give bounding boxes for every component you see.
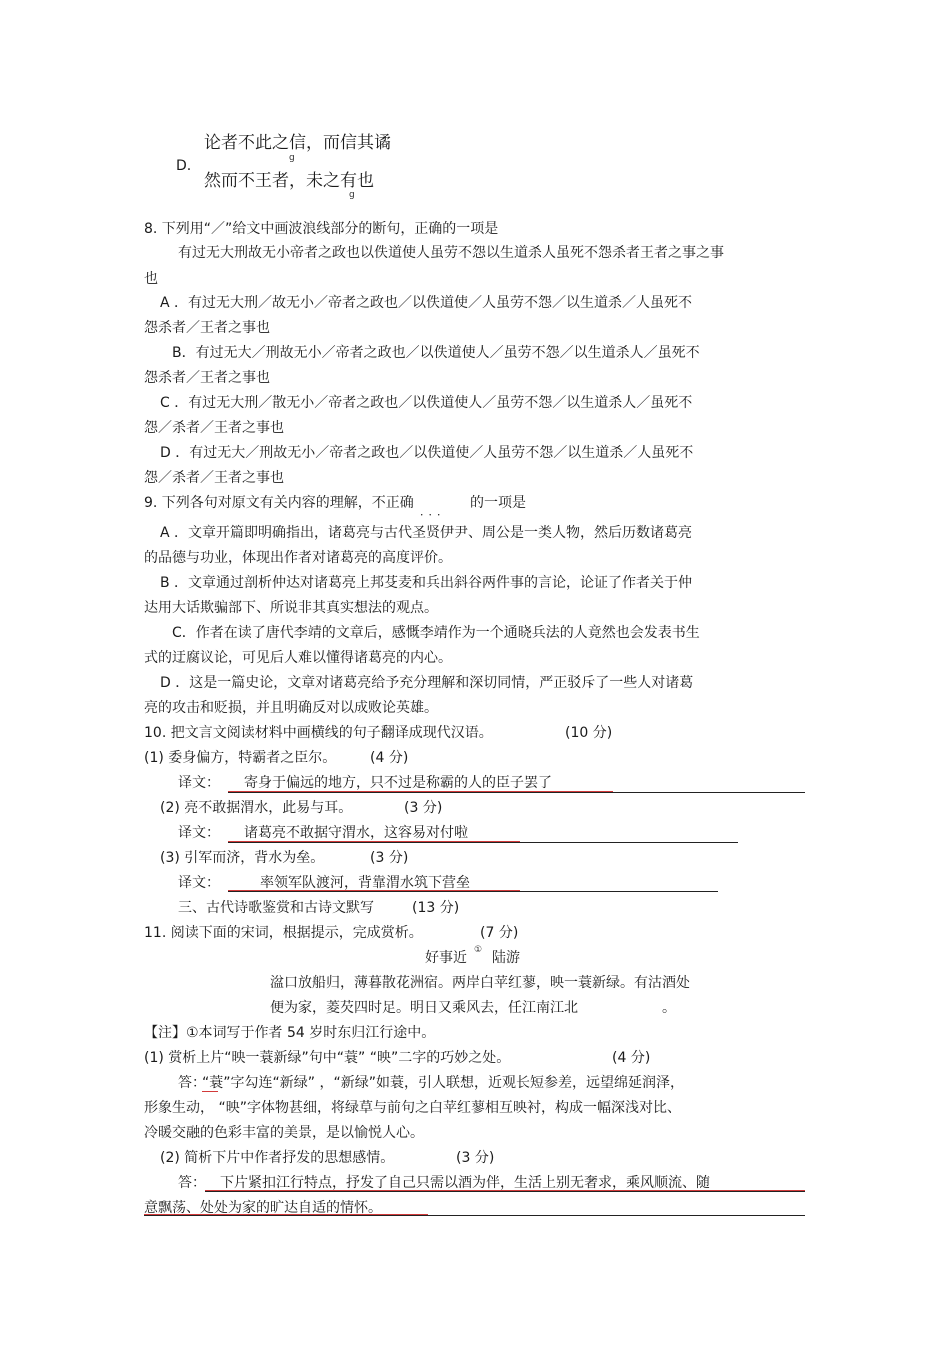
- q11-answer1-label: 答：: [178, 1075, 206, 1091]
- q8-option-c-line1: C ．有过无大刑／散无小／帝者之政也／以佚道使人／虽劳不怨／以生道杀人／虽死不: [160, 395, 693, 411]
- q8-passage-line1: 有过无大刑故无小帝者之政也以佚道使人虽劳不怨以生道杀人虽死不怨杀者王者之事之事: [178, 245, 724, 261]
- q10-sentence3: (3) 引军而济，背水为垒。: [160, 850, 325, 866]
- q10-sentence2-score: (3 分): [404, 800, 443, 816]
- q10-sentence3-score: (3 分): [370, 850, 409, 866]
- q8-option-a-line1: A ．有过无大刑／故无小／帝者之政也／以佚道使／人虽劳不怨／以生道杀／人虽死不: [160, 295, 693, 311]
- poem-note-mark: ①: [474, 945, 483, 955]
- q9-option-b-line2: 达用大话欺骗部下、所说非其真实想法的观点。: [144, 600, 438, 616]
- poem-line1: 湓口放船归，薄暮散花洲宿。两岸白苹红蓼，映一蓑新绿。有沽酒处: [270, 975, 690, 991]
- q10-translation3-answer-line: [228, 891, 718, 892]
- q11-answer2-line1: 下片紧扣江行特点，抒发了自己只需以酒为伴，生活上别无奢求，乘风顺流、随: [220, 1175, 710, 1191]
- q9-option-b-line1: B ．文章通过剖析仲达对诸葛亮上邦芟麦和兵出斜谷两件事的言论，论证了作者关于仲: [160, 575, 693, 591]
- q8-passage-line2: 也: [144, 271, 158, 287]
- section3-score: (13 分): [412, 900, 460, 916]
- q9-stem-part2: 的一项是: [470, 495, 526, 511]
- q10-sentence1: (1) 委身偏方，特霸者之臣尔。: [144, 750, 337, 766]
- q10-translation2: 诸葛亮不敢据守渭水，这容易对付啦: [244, 825, 468, 841]
- poem-footnote: 【注】①本词写于作者 54 岁时东归江行途中。: [144, 1025, 436, 1041]
- q11-stem: 11. 阅读下面的宋词，根据提示，完成赏析。: [144, 925, 423, 941]
- q8-option-d-line2: 怨／杀者／王者之事也: [144, 470, 284, 486]
- q7-d-mark2: g: [349, 190, 355, 200]
- q10-translation3: 率领军队渡河，背靠渭水筑下营垒: [260, 875, 470, 891]
- q10-sentence1-score: (4 分): [370, 750, 409, 766]
- q8-option-b-line2: 怨杀者／王者之事也: [144, 370, 270, 386]
- q11-sub1: (1) 赏析上片“映一蓑新绿”句中“蓑” “映”二字的巧妙之处。: [144, 1050, 511, 1066]
- q8-option-d-line1: D ．有过无大／刑故无小／帝者之政也／以佚道使／人虽劳不怨／以生道杀／人虽死不: [160, 445, 694, 461]
- q7-d-line2: 然而不王者，未之有也: [204, 171, 374, 191]
- q9-stem-part1: 9. 下列各句对原文有关内容的理解，不正确: [144, 495, 414, 511]
- q10-score: (10 分): [565, 725, 613, 741]
- q9-option-a-line1: A ．文章开篇即明确指出，诸葛亮与古代圣贤伊尹、周公是一类人物，然后历数诸葛亮: [160, 525, 693, 541]
- q10-stem: 10. 把文言文阅读材料中画横线的句子翻译成现代汉语。: [144, 725, 493, 741]
- poem-title: 好事近: [425, 950, 467, 966]
- q9-option-c-line2: 式的迂腐议论，可见后人难以懂得诸葛亮的内心。: [144, 650, 452, 666]
- q11-answer2-answer-line2: [144, 1215, 805, 1216]
- q11-answer2-line2: 意飘荡、处处为家的旷达自适的情怀。: [144, 1200, 382, 1216]
- q9-emphasis-dots: ．．．: [420, 505, 451, 518]
- q10-translation2-answer-line: [228, 842, 738, 843]
- q10-sentence2: (2) 亮不敢据渭水，此易与耳。: [160, 800, 353, 816]
- q11-sub1-score: (4 分): [612, 1050, 651, 1066]
- q11-answer1-line3: 冷暖交融的色彩丰富的美景，是以愉悦人心。: [144, 1125, 424, 1141]
- q11-score: (7 分): [480, 925, 519, 941]
- q11-sub2: (2) 简析下片中作者抒发的思想感情。: [160, 1150, 395, 1166]
- q8-option-a-line2: 怨杀者／王者之事也: [144, 320, 270, 336]
- q10-translation3-label: 译文：: [178, 875, 220, 891]
- q9-option-d-line2: 亮的攻击和贬损，并且明确反对以成败论英雄。: [144, 700, 438, 716]
- q8-option-b-line1: B．有过无大／刑故无小／帝者之政也／以佚道使人／虽劳不怨／以生道杀人／虽死不: [172, 345, 700, 361]
- q10-translation1-answer-line: [228, 792, 805, 793]
- q9-option-a-line2: 的品德与功业，体现出作者对诸葛亮的高度评价。: [144, 550, 452, 566]
- poem-line2: 便为家，菱芡四时足。明日又乘风去，任江南江北: [270, 1000, 578, 1016]
- q10-translation2-label: 译文：: [178, 825, 220, 841]
- q8-stem: 8. 下列用“／”给文中画波浪线部分的断句，正确的一项是: [144, 221, 499, 237]
- section3-title: 三、古代诗歌鉴赏和古诗文默写: [178, 900, 374, 916]
- q11-answer1-red-mark: [202, 1091, 218, 1092]
- q9-option-d-line1: D ．这是一篇史论，文章对诸葛亮给予充分理解和深切同情，严正驳斥了一些人对诸葛: [160, 675, 694, 691]
- q11-answer1-line2: 形象生动， “映”字体物甚细，将绿草与前句之白苹红蓼相互映衬，构成一幅深浅对比、: [144, 1100, 681, 1116]
- poem-line2-end: 。: [662, 1000, 676, 1016]
- q9-option-c-line1: C．作者在读了唐代李靖的文章后，感慨李靖作为一个通晓兵法的人竟然也会发表书生: [172, 625, 700, 641]
- q11-answer1-line1: “蓑”字勾连“新绿” ，“新绿”如蓑，引人联想，近观长短参差，远望绵延润泽，: [202, 1075, 684, 1091]
- q10-translation1: 寄身于偏远的地方，只不过是称霸的人的臣子罢了: [244, 775, 552, 791]
- q7-d-line1: 论者不此之信，而信其谲: [204, 133, 391, 153]
- q8-option-c-line2: 怨／杀者／王者之事也: [144, 420, 284, 436]
- q11-answer2-answer-line1: [205, 1191, 805, 1192]
- q11-sub2-score: (3 分): [456, 1150, 495, 1166]
- q10-translation1-label: 译文：: [178, 775, 220, 791]
- q7-d-mark1: g: [289, 153, 295, 163]
- q11-answer2-label: 答：: [178, 1175, 206, 1191]
- poem-author: 陆游: [492, 950, 520, 966]
- q7-d-label: D.: [176, 158, 192, 174]
